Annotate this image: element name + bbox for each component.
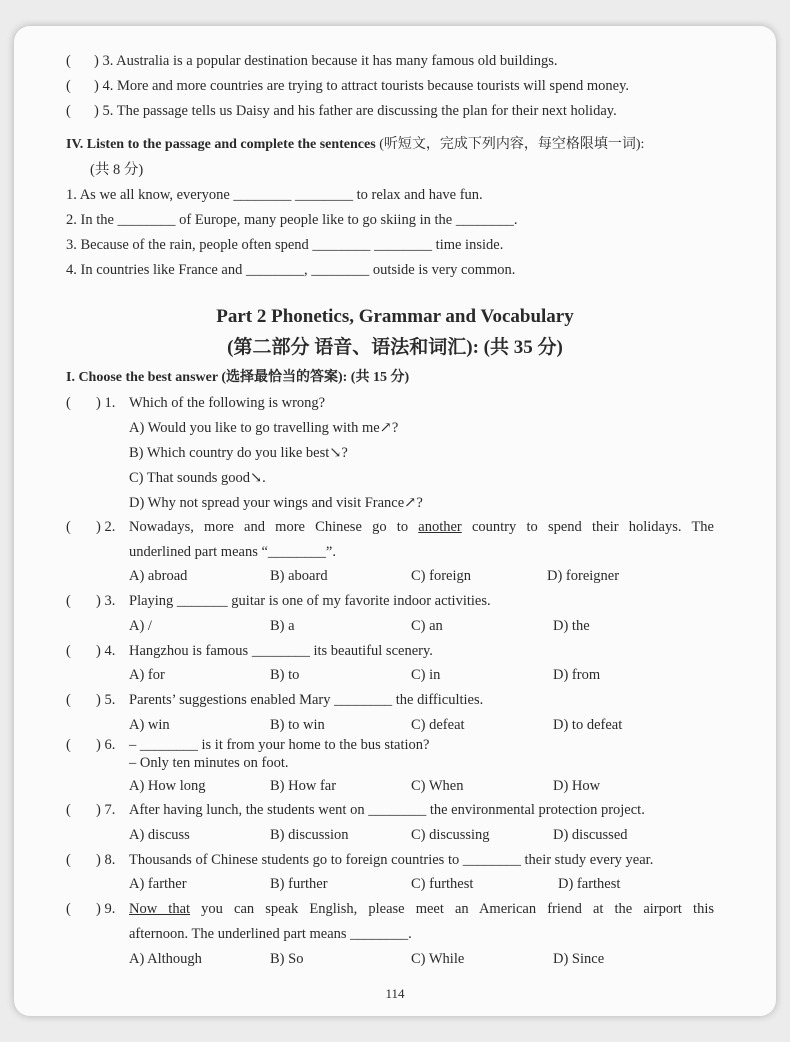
question-stem-cont: afternoon. The underlined part means ________. (129, 926, 412, 942)
fill-sentence-1: 1. As we all know, everyone ________ ________ to relax and have fun. (66, 187, 483, 203)
option-a: A) Although (129, 951, 202, 967)
option-a: A) / (129, 618, 152, 634)
part2-subtitle: (第二部分 语音、语法和词汇): (共 35 分) (227, 337, 563, 358)
option-b: B) to (270, 667, 300, 683)
option-a: A) farther (129, 876, 187, 892)
option-d: D) farthest (558, 876, 621, 892)
option-d: D) Since (553, 951, 605, 967)
question-stem-cont: underlined part means “________”. (129, 544, 336, 560)
option-b: B) to win (270, 717, 325, 733)
option-d: D) discussed (553, 827, 628, 843)
section1-heading: I. Choose the best answer (选择最恰当的答案): (共 15 分) (66, 370, 410, 385)
option-c: C) foreign (411, 568, 471, 584)
fill-sentence-4: 4. In countries like France and ________, ________ outside is very common. (66, 262, 516, 278)
answer-paren: ( (66, 901, 71, 917)
question-stem: Now that you can speak English, please meet an American friend at the airport this (129, 901, 715, 917)
question-number: ) 9. (96, 901, 116, 917)
question-number: ) 8. (96, 852, 116, 868)
question-stem: – ________ is it from your home to the bus station? (129, 737, 430, 753)
answer-paren: ( (66, 802, 71, 818)
question-stem: Nowadays, more and more Chinese go to another country to spend their holidays. The (129, 519, 714, 535)
answer-paren: ( (66, 395, 71, 411)
option-c: C) furthest (411, 876, 474, 892)
question-number: ) 5. (96, 692, 116, 708)
answer-paren: ( (66, 519, 71, 535)
option-d: D) foreigner (547, 568, 620, 584)
answer-paren: ( (66, 53, 71, 69)
question-number: ) 3. (96, 593, 116, 609)
option-a: A) How long (129, 778, 206, 794)
option-d: D) Why not spread your wings and visit France↗? (129, 495, 423, 511)
question-number: ) 7. (96, 802, 116, 818)
question-stem-cont: – Only ten minutes on foot. (129, 755, 289, 771)
option-d: D) How (553, 778, 601, 794)
answer-paren: ( (66, 593, 71, 609)
option-b: B) So (270, 951, 304, 967)
answer-paren: ( (66, 692, 71, 708)
option-a: A) for (129, 667, 165, 683)
section4-heading: IV. Listen to the passage and complete the sentences (听短文，完成下列内容，每空格限填一词): (66, 137, 645, 152)
option-c: C) When (411, 778, 464, 794)
option-d: D) the (553, 618, 590, 634)
option-c: C) While (411, 951, 465, 967)
fill-sentence-3: 3. Because of the rain, people often spend ________ ________ time inside. (66, 237, 504, 253)
option-a: A) discuss (129, 827, 190, 843)
answer-paren: ( (66, 103, 71, 119)
question-stem: Hangzhou is famous ________ its beautiful scenery. (129, 643, 433, 659)
answer-paren: ( (66, 78, 71, 94)
answer-paren: ( (66, 852, 71, 868)
option-b: B) further (270, 876, 328, 892)
question-stem: Thousands of Chinese students go to foreign countries to ________ their study every year. (129, 852, 654, 868)
option-b: B) a (270, 618, 295, 634)
question-stem: Parents’ suggestions enabled Mary ________ the difficulties. (129, 692, 484, 708)
question-number: ) 4. (96, 643, 116, 659)
option-c: C) an (411, 618, 443, 634)
question-number: ) 6. (96, 737, 116, 753)
question-number: ) 2. (96, 519, 116, 535)
option-a: A) Would you like to go travelling with me↗? (129, 420, 399, 436)
question-number: ) 1. (96, 395, 116, 411)
part2-title: Part 2 Phonetics, Grammar and Vocabulary (216, 306, 574, 327)
option-b: B) How far (270, 778, 337, 794)
question-stem: Which of the following is wrong? (129, 395, 326, 411)
option-b: B) aboard (270, 568, 328, 584)
option-b: B) discussion (270, 827, 349, 843)
option-c: C) That sounds good↘. (129, 470, 266, 486)
option-c: C) in (411, 667, 441, 683)
answer-paren: ( (66, 737, 71, 753)
question-stem: After having lunch, the students went on ________ the environmental protection project. (129, 802, 645, 818)
option-d: D) from (553, 667, 601, 683)
tf-statement: ) 5. The passage tells us Daisy and his father are discussing the plan for their next holiday. (94, 103, 617, 119)
option-b: B) Which country do you like best↘? (129, 445, 348, 461)
answer-paren: ( (66, 643, 71, 659)
option-a: A) abroad (129, 568, 188, 584)
option-c: C) discussing (411, 827, 490, 843)
option-c: C) defeat (411, 717, 465, 733)
option-d: D) to defeat (553, 717, 623, 733)
page-number: 114 (385, 986, 405, 1001)
question-stem: Playing _______ guitar is one of my favorite indoor activities. (129, 593, 491, 609)
section4-score: (共 8 分) (90, 162, 144, 178)
option-a: A) win (129, 717, 170, 733)
fill-sentence-2: 2. In the ________ of Europe, many people like to go skiing in the ________. (66, 212, 518, 228)
tf-statement: ) 4. More and more countries are trying to attract tourists because tourists will spend money. (94, 78, 630, 94)
tf-statement: ) 3. Australia is a popular destination because it has many famous old buildings. (94, 53, 558, 69)
